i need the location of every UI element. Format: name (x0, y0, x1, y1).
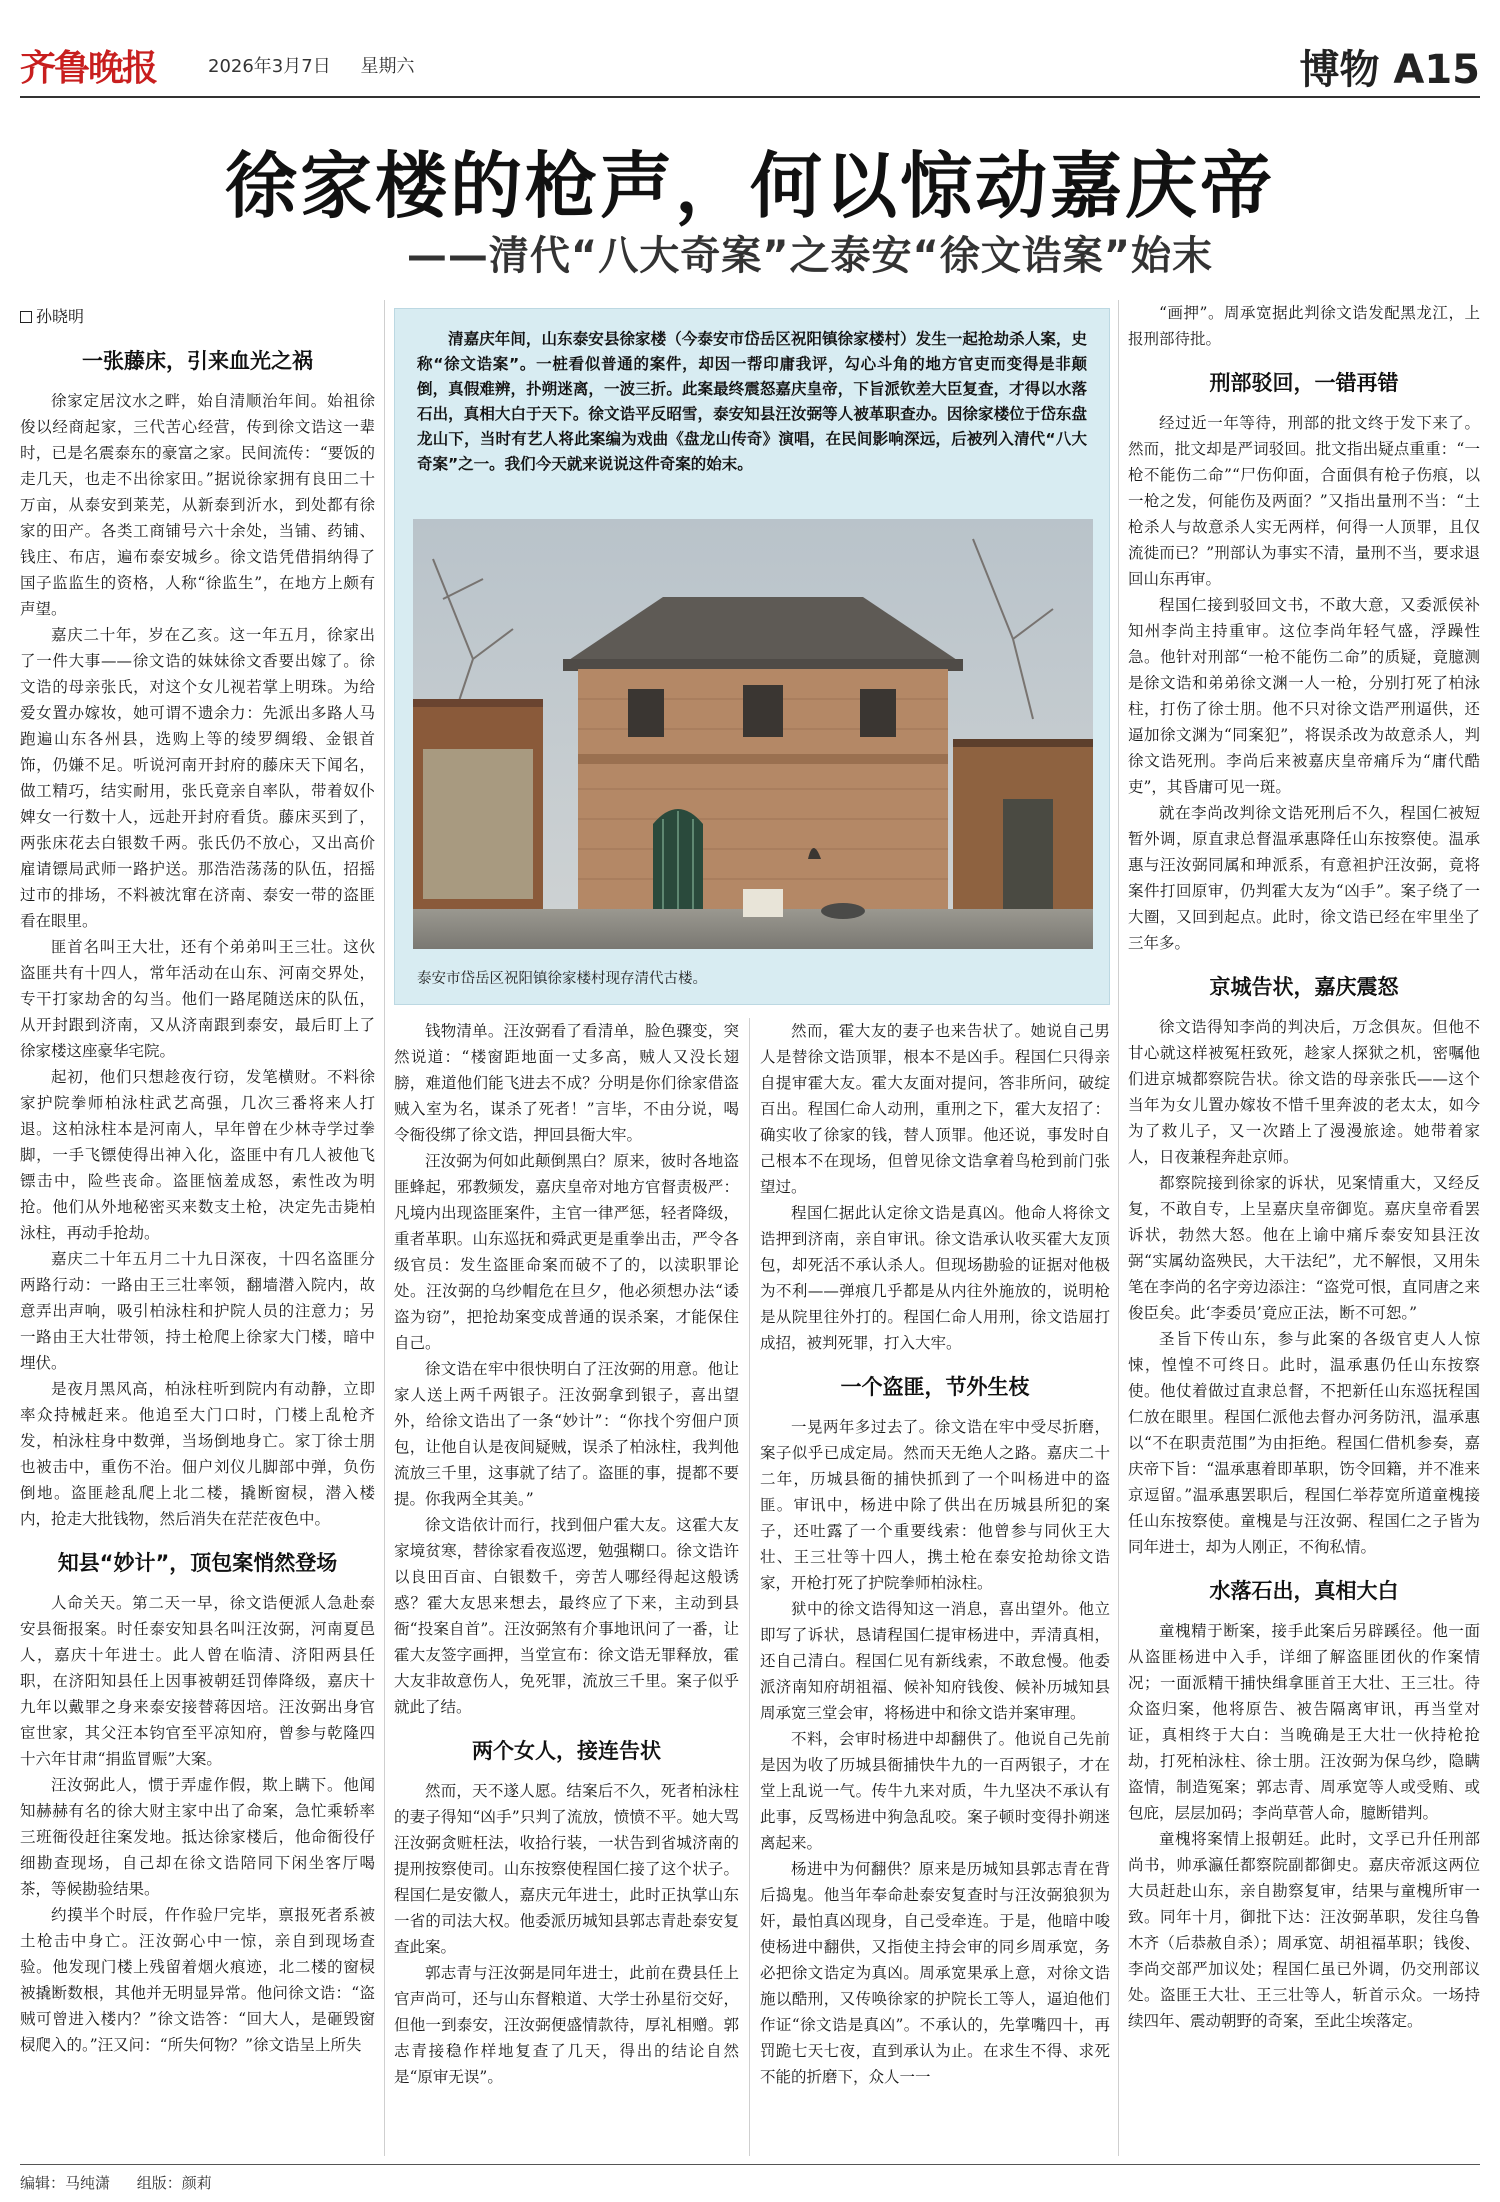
author-name: 孙晓明 (36, 307, 85, 326)
body-paragraph: 徐文诰依计而行，找到佃户霍大友。这霍大友家境贫寒，替徐家看夜巡逻，勉强糊口。徐文诰许以良田百亩、白银数千，旁苦人哪经得起这般诱惑？霍大友思来想去，最终应了下来，主动到县衙“投案自首”。汪汝弼煞有介事地讯问了一番，让霍大友签字画押，当堂宣布：徐文诰无罪释放，霍大友非故意伤人，免死罪，流放三千里。案子似乎就此了结。 (394, 1516, 739, 1716)
intro-paragraph: 清嘉庆年间，山东泰安县徐家楼（今泰安市岱岳区祝阳镇徐家楼村）发生一起抢劫杀人案，史称“徐文诰案”。一桩看似普通的案件，却因一帮印庸我评，勾心斗角的地方官吏而变得是非颠倒，真假难辨，扑朔迷离，一波三折。此案最终震怒嘉庆皇帝，下旨派钦差大臣复查，才得以水落石出，真相大白于天下。徐文诰平反昭雪，泰安知县汪汝弼等人被革职查办。因徐家楼位于岱东盘龙山下，当时有艺人将此案编为戏曲《盘龙山传奇》演唱，在民间影响深远，后被列入清代“八大奇案”之一。我们今天就来说说这件奇案的始末。 (417, 330, 1087, 473)
byline-box-icon (20, 311, 32, 323)
body-paragraph: 一晃两年多过去了。徐文诰在牢中受尽折磨，案子似乎已成定局。然而天无绝人之路。嘉庆二十二年，历城县衙的捕快抓到了一个叫杨进中的盗匪。审讯中，杨进中除了供出在历城县所犯的案子，还吐露了一个重要线索：他曾参与同伙王大壮、王三壮等十四人，携土枪在泰安抢劫徐文诰家，开枪打死了护院拳师柏泳柱。 (760, 1418, 1110, 1592)
section-subhead: 一个盗匪，节外生枝 (840, 1375, 1030, 1399)
text-column-3 (760, 1018, 1110, 2160)
page-footer (20, 2172, 234, 2193)
body-paragraph: 程国仁接到驳回文书，不敢大意，又委派侯补知州李尚主持重审。这位李尚年轻气盛，浮躁性急。他针对刑部“一枪不能伤二命”的质疑，竟臆测是徐文诰和弟弟徐文渊一人一枪，分别打死了柏泳柱，打伤了徐士朋。他不只对徐文诰严刑逼供，还逼加徐文渊为“同案犯”，将误杀改为故意杀人，判徐文诰死刑。李尚后来被嘉庆皇帝痛斥为“庸代酷吏”，其昏庸可见一斑。 (1128, 596, 1480, 796)
footer-rule (20, 2164, 1480, 2165)
body-paragraph: 汪汝弼为何如此颠倒黑白？原来，彼时各地盗匪蜂起，邪教频发，嘉庆皇帝对地方官督责极严：凡境内出现盗匪案件，主官一律严惩，轻者降级，重者革职。山东巡抚和舜武更是重拳出击，严令各级官员：发生盗匪命案而破不了的，以渎职罪论处。汪汝弼的乌纱帽危在旦夕，他必须想办法“诿盗为窃”，把抢劫案变成普通的误杀案，才能保住自己。 (394, 1152, 739, 1352)
column-divider (1118, 300, 1119, 2156)
article-subtitle: ——清代“八大奇案”之泰安“徐文诰案”始末 (406, 233, 1214, 279)
column-divider (384, 300, 385, 2156)
body-paragraph: 都察院接到徐家的诉状，见案情重大，又经反复，不敢自专，上呈嘉庆皇帝御览。嘉庆皇帝看罢诉状，勃然大怒。他在上谕中痛斥泰安知县汪汝弼“实属幼盗殃民，大干法纪”，尤不解恨，又用朱笔在李尚的名字旁边添注：“盗党可恨，直同唐之来俊臣矣。此‘李委员’竟应正法，断不可恕。” (1128, 1174, 1480, 1322)
body-paragraph: 钱物清单。汪汝弼看了看清单，脸色骤变，突然说道：“楼窗距地面一丈多高，贼人又没长翅膀，难道他们能飞进去不成？分明是你们徐家借盗贼入室为名，谋杀了死者！”言毕，不由分说，喝令衙役绑了徐文诰，押回县衙大牢。 (394, 1022, 739, 1144)
body-paragraph: 是夜月黑风高，柏泳柱听到院内有动静，立即率众持械赶来。他追至大门口时，门楼上乱枪齐发，柏泳柱身中数弹，当场倒地身亡。家丁徐士朋也被击中，重伤不治。佃户刘仪儿脚部中弹，负伤倒地。盗匪趁乱爬上北二楼，撬断窗棂，潜入楼内，抢走大批钱物，然后消失在茫茫夜色中。 (20, 1380, 375, 1528)
body-paragraph: 程国仁据此认定徐文诰是真凶。他命人将徐文诰押到济南，亲自审讯。徐文诰承认收买霍大友顶包，却死活不承认杀人。但现场勘验的证据对他极为不利——弹痕几乎都是从内往外施放的，说明枪是从院里往外打的。程国仁命人用刑，徐文诰屈打成招，被判死罪，打入大牢。 (760, 1204, 1110, 1352)
body-paragraph: 圣旨下传山东，参与此案的各级官吏人人惊悚，惶惶不可终日。此时，温承惠仍任山东按察使。他仗着做过直隶总督，不把新任山东巡抚程国仁放在眼里。程国仁派他去督办河务防汛，温承惠以“不在职责范围”为由拒绝。程国仁借机参奏，嘉庆帝下旨：“温承惠着即革职，饬令回籍，并不准来京逗留。”温承惠罢职后，程国仁举荐宽所道童槐接任山东按察使。童槐是与汪汝弼、程国仁之子皆为同年进士，却为人刚正，不徇私情。 (1128, 1330, 1480, 1556)
body-paragraph: 嘉庆二十年五月二十九日深夜，十四名盗匪分两路行动：一路由王三壮率领，翻墙潜入院内，故意弄出声响，吸引柏泳柱和护院人员的注意力；另一路由王大壮带领，持土枪爬上徐家大门楼，暗中埋伏。 (20, 1250, 375, 1372)
body-paragraph: 人命关天。第二天一早，徐文诰便派人急赴泰安县衙报案。时任泰安知县名叫汪汝弼，河南夏邑人，嘉庆十年进士。此人曾在临清、济阳两县任职，在济阳知县任上因事被朝廷罚俸降级，嘉庆十九年以戴罪之身来泰安接替蒋因培。汪汝弼出身官宦世家，其父汪本钧官至平凉知府，曾参与乾隆四十六年甘肃“捐监冒赈”大案。 (20, 1594, 375, 1768)
section-subhead: 水落石出，真相大白 (1209, 1579, 1399, 1603)
text-column-1 (20, 300, 375, 2160)
body-paragraph: 徐家定居汶水之畔，始自清顺治年间。始祖徐俊以经商起家，三代苦心经营，传到徐文诰这一辈时，已是名震泰东的豪富之家。民间流传：“要饭的走几天，也走不出徐家田。”据说徐家拥有良田二十万亩，从泰安到莱芜，从新泰到沂水，到处都有徐家的田产。各类工商铺号六十余处，当铺、药铺、钱庄、布店，遍布泰安城乡。徐文诰凭借捐纳得了国子监监生的资格，人称“徐监生”，在地方上颇有声望。 (20, 392, 375, 618)
body-paragraph: 徐文诰得知李尚的判决后，万念俱灰。但他不甘心就这样被冤枉致死，趁家人探狱之机，密嘱他们进京城都察院告状。徐文诰的母亲张氏——这个当年为女儿置办嫁妆不惜千里奔波的老太太，如今为了救儿子，又一次踏上了漫漫旅途。她带着家人，日夜兼程奔赴京师。 (1128, 1018, 1480, 1166)
body-paragraph: “画押”。周承宽据此判徐文诰发配黑龙江，上报刑部待批。 (1128, 304, 1480, 348)
page-header (0, 0, 1500, 120)
intro-panel (394, 308, 1110, 1005)
issue-weekday: 星期六 (360, 56, 415, 77)
body-paragraph: 童槐精于断案，接手此案后另辟蹊径。他一面从盗匪杨进中入手，详细了解盗匪团伙的作案情况；一面派精干捕快缉拿匪首王大壮、王三壮。待众盗归案，他将原告、被告隔离审讯，再当堂对证，真相终于大白：当晚确是王大壮一伙持枪抢劫，打死柏泳柱、徐士朋。汪汝弼为保乌纱，隐瞒盗情，制造冤案；郭志青、周承宽等人或受贿、或包庇，层层加码；李尚草菅人命，臆断错判。 (1128, 1622, 1480, 1822)
body-paragraph: 童槐将案情上报朝廷。此时，文孚已升任刑部尚书，帅承瀛任都察院副都御史。嘉庆帝派这两位大员赶赴山东，亲自勘察复审，结果与童槐所审一致。同年十月，御批下达：汪汝弼革职，发往乌鲁木齐（后恭赦自杀）；周承宽、胡祖福革职；钱俊、李尚交部严加议处；程国仁虽已外调，仍交刑部议处。盗匪王大壮、王三壮等人，斩首示众。一场持续四年、震动朝野的奇案，至此尘埃落定。 (1128, 1830, 1480, 2030)
text-column-4 (1128, 300, 1480, 2160)
section-page-label: 博物 A15 (1299, 47, 1480, 93)
body-paragraph: 然而，天不遂人愿。结案后不久，死者柏泳柱的妻子得知“凶手”只判了流放，愤愤不平。她大骂汪汝弼贪赃枉法，收拾行装，一状告到省城济南的提刑按察使司。山东按察使程国仁接了这个状子。程国仁是安徽人，嘉庆元年进士，此时正执掌山东一省的司法大权。他委派历城知县郭志青赴泰安复查此案。 (394, 1782, 739, 1956)
body-paragraph: 约摸半个时辰，仵作验尸完毕，禀报死者系被土枪击中身亡。汪汝弼心中一惊，亲自到现场查验。他发现门楼上残留着烟火痕迹，北二楼的窗棂被撬断数根，其他并无明显异常。他问徐文诰：“盗贼可曾进入楼内？”徐文诰答：“回大人，是砸毁窗棂爬入的。”汪又问：“所失何物？”徐文诰呈上所失 (20, 1906, 375, 2054)
body-paragraph: 就在李尚改判徐文诰死刑后不久，程国仁被短暂外调，原直隶总督温承惠降任山东按察使。温承惠与汪汝弼同属和珅派系，有意袒护汪汝弼，竟将案件打回原审，仍判霍大友为“凶手”。案子绕了一大圈，又回到起点。此时，徐文诰已经在牢里坐了三年多。 (1128, 804, 1480, 952)
section-subhead: 两个女人，接连告状 (472, 1739, 661, 1763)
body-paragraph: 嘉庆二十年，岁在乙亥。这一年五月，徐家出了一件大事——徐文诰的妹妹徐文香要出嫁了。徐文诰的母亲张氏，对这个女儿视若掌上明珠。为给爱女置办嫁妆，她可谓不遗余力：先派出多路人马跑遍山东各州县，选购上等的绫罗绸缎、金银首饰，仍嫌不足。听说河南开封府的藤床天下闻名，做工精巧，结实耐用，张氏竟亲自率队，带着奴仆婢女一行数十人，远赴开封府看货。藤床买到了，两张床花去白银数千两。张氏仍不放心，又出高价雇请镖局武师一路护送。那浩浩荡荡的队伍，招摇过市的排场，不料被沈窜在济南、泰安一带的盗匪看在眼里。 (20, 626, 375, 930)
body-paragraph: 不料，会审时杨进中却翻供了。他说自己先前是因为收了历城县衙捕快牛九的一百两银子，才在堂上乱说一气。传牛九来对质，牛九坚决不承认有此事，反骂杨进中狗急乱咬。案子顿时变得扑朔迷离起来。 (760, 1730, 1110, 1852)
section-subhead: 知县“妙计”，顶包案悄然登场 (57, 1551, 338, 1575)
section-subhead: 京城告状，嘉庆震怒 (1209, 975, 1399, 999)
section-subhead: 刑部驳回，一错再错 (1209, 371, 1399, 395)
body-paragraph: 狱中的徐文诰得知这一消息，喜出望外。他立即写了诉状，恳请程国仁提审杨进中，弄清真相，还自己清白。程国仁见有新线索，不敢怠慢。他委派济南知府胡祖福、候补知府钱俊、候补历城知县周承宽三堂会审，将杨进中和徐文诰并案审理。 (760, 1600, 1110, 1722)
byline (20, 304, 375, 330)
date-line (208, 52, 438, 78)
building-photo (413, 519, 1093, 949)
article-headline: 徐家楼的枪声，何以惊动嘉庆帝 (224, 144, 1275, 228)
body-paragraph: 汪汝弼此人，惯于弄虚作假，欺上瞒下。他闻知赫赫有名的徐大财主家中出了命案，急忙乘轿率三班衙役赶往案发地。抵达徐家楼后，他命衙役仔细勘查现场，自己却在徐文诰陪同下闲坐客厅喝茶，等候勘验结果。 (20, 1776, 375, 1898)
section-subhead: 一张藤床，引来血光之祸 (82, 349, 313, 373)
body-paragraph: 起初，他们只想趁夜行窃，发笔横财。不料徐家护院拳师柏泳柱武艺高强，几次三番将来人打退。这柏泳柱本是河南人，早年曾在少林寺学过拳脚，一手飞镖使得出神入化，盗匪中有几人被他飞镖击中，险些丧命。盗匪恼羞成怒，索性改为明抢。他们从外地秘密买来数支土枪，决定先击毙柏泳柱，再动手抢劫。 (20, 1068, 375, 1242)
old-building-illustration (413, 519, 1093, 949)
newspaper-masthead: 齐鲁晚报 (20, 47, 157, 89)
body-paragraph: 然而，霍大友的妻子也来告状了。她说自己男人是替徐文诰顶罪，根本不是凶手。程国仁只得亲自提审霍大友。霍大友面对提问，答非所问，破绽百出。程国仁命人动刑，重刑之下，霍大友招了：确实收了徐家的钱，替人顶罪。他还说，事发时自己根本不在现场，但曾见徐文诰拿着鸟枪到前门张望过。 (760, 1022, 1110, 1196)
body-paragraph: 经过近一年等待，刑部的批文终于发下来了。然而，批文却是严词驳回。批文指出疑点重重：“一枪不能伤二命”“尸伤仰面，合面俱有枪子伤痕，以一枪之发，何能伤及两面？”又指出量刑不当：“土枪杀人与故意杀人实无两样，何得一人顶罪，且仅流徙而已？”刑部认为事实不清，量刑不当，要求退回山东再审。 (1128, 414, 1480, 588)
photo-caption: 泰安市岱岳区祝阳镇徐家楼村现存清代古楼。 (417, 971, 707, 987)
issue-date: 2026年3月7日 (208, 56, 331, 77)
text-column-2 (394, 1018, 739, 2160)
body-paragraph: 匪首名叫王大壮，还有个弟弟叫王三壮。这伙盗匪共有十四人，常年活动在山东、河南交界处，专干打家劫舍的勾当。他们一路尾随送床的队伍，从开封跟到济南，又从济南跟到泰安，最后盯上了徐家楼这座豪华宅院。 (20, 938, 375, 1060)
editor-credit: 编辑：马纯潇 (20, 2174, 111, 2192)
body-paragraph: 郭志青与汪汝弼是同年进士，此前在费县任上官声尚可，还与山东督粮道、大学士孙星衍交好，但他一到泰安，汪汝弼便盛情款待，厚礼相赠。郭志青接稳作样地复查了几天，得出的结论自然是“原审无误”。 (394, 1964, 739, 2086)
body-paragraph: 杨进中为何翻供？原来是历城知县郭志青在背后捣鬼。他当年奉命赴泰安复查时与汪汝弼狼狈为奸，最怕真凶现身，自己受牵连。于是，他暗中唆使杨进中翻供，又指使主持会审的同乡周承宽，务必把徐文诰定为真凶。周承宽果承上意，对徐文诰施以酷刑，又传唤徐家的护院长工等人，逼迫他们作证“徐文诰是真凶”。不承认的，先掌嘴四十，再罚跪七天七夜，直到承认为止。在求生不得、求死不能的折磨下，众人一一 (760, 1860, 1110, 2086)
body-paragraph: 徐文诰在牢中很快明白了汪汝弼的用意。他让家人送上两千两银子。汪汝弼拿到银子，喜出望外，给徐文诰出了一条“妙计”：“你找个穷佃户顶包，让他自认是夜间疑贼，误杀了柏泳柱，我判他流放三千里，这事就了结了。盗匪的事，提都不要提。你我两全其美。” (394, 1360, 739, 1508)
column-divider (749, 1018, 750, 2156)
header-rule (20, 96, 1480, 98)
layout-credit: 组版：颜莉 (136, 2174, 212, 2192)
